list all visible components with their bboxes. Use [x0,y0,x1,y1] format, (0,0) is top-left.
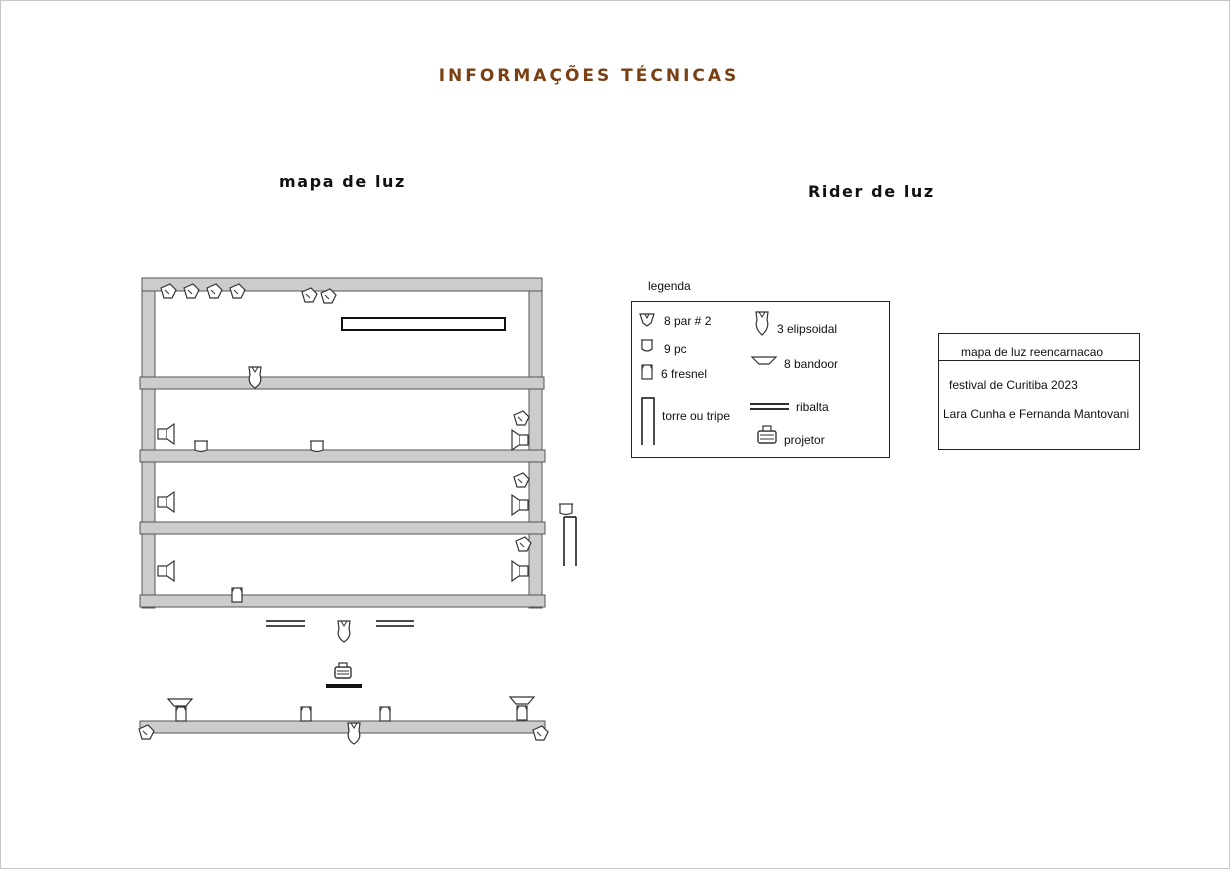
front-batten [140,721,545,733]
page-title: INFORMAÇÕES TÉCNICAS [438,66,740,86]
par-can-icon [638,312,656,328]
side-light-left-3 [158,561,174,581]
legend-bandoor-label: 8 bandoor [784,357,839,371]
side-light-right-3 [512,561,528,581]
rider-title: Rider de luz [808,182,935,201]
fresnel-icon [640,363,654,381]
info-box [938,333,1140,450]
ellipsoidal-batten-2 [249,367,261,388]
tower-icon [639,395,657,447]
batten-4 [140,522,545,534]
fresnel-front-2 [301,707,311,721]
projector-map [335,663,351,678]
pc-light-1 [194,441,208,452]
side-light-left-2 [158,492,174,512]
map-title: mapa de luz [279,172,406,191]
double-line-icon [749,401,791,413]
legend-ribalta-label: ribalta [796,400,829,414]
bandoor-left [168,699,192,706]
fresnel-front-4 [517,706,527,720]
ellipsoidal-front [348,723,360,744]
side-light-left-1 [158,424,174,444]
screen-bar [342,318,505,330]
legend-par-label: 8 par # 2 [664,314,712,328]
ellipsoidal-center [338,621,350,642]
legend-projector-label: projetor [784,433,825,447]
info-event: festival de Curitiba 2023 [949,378,1078,392]
bandoor-right [510,697,534,704]
batten-5 [140,595,545,607]
batten-2 [140,377,544,389]
pc-spot-icon [639,338,655,354]
fresnel-front-3 [380,707,390,721]
fresnel-front-1 [176,707,186,721]
projector-base [326,684,362,688]
legend-title: legenda [648,279,691,293]
tilt-right-2 [514,473,529,487]
projector-icon [756,424,778,446]
pc-light-2 [310,441,324,452]
info-authors: Lara Cunha e Fernanda Mantovani [943,407,1130,421]
ribalta-left [266,621,305,626]
legend-pc-label: 9 pc [664,342,687,356]
tilt-right-1 [514,411,529,425]
legend-tower-label: torre ou tripe [662,409,731,423]
legend-ellipsoidal-label: 3 elipsoidal [777,322,838,336]
barndoor-icon [750,354,778,366]
fresnel-batten-5 [232,588,242,602]
info-heading-row [939,334,1139,361]
ribalta-right [376,621,414,626]
legend-fresnel-label: 6 fresnel [661,367,708,381]
batten-1 [142,278,542,291]
tower-light [559,504,573,515]
right-vertical-pipe [529,278,542,608]
side-light-right-1 [512,430,528,450]
ellipsoidal-icon [752,310,772,338]
side-light-right-2 [512,495,528,515]
left-vertical-pipe [142,278,155,608]
tower-frame [564,517,576,566]
legend-box [631,301,890,458]
info-heading: mapa de luz reencarnacao [961,345,1104,359]
